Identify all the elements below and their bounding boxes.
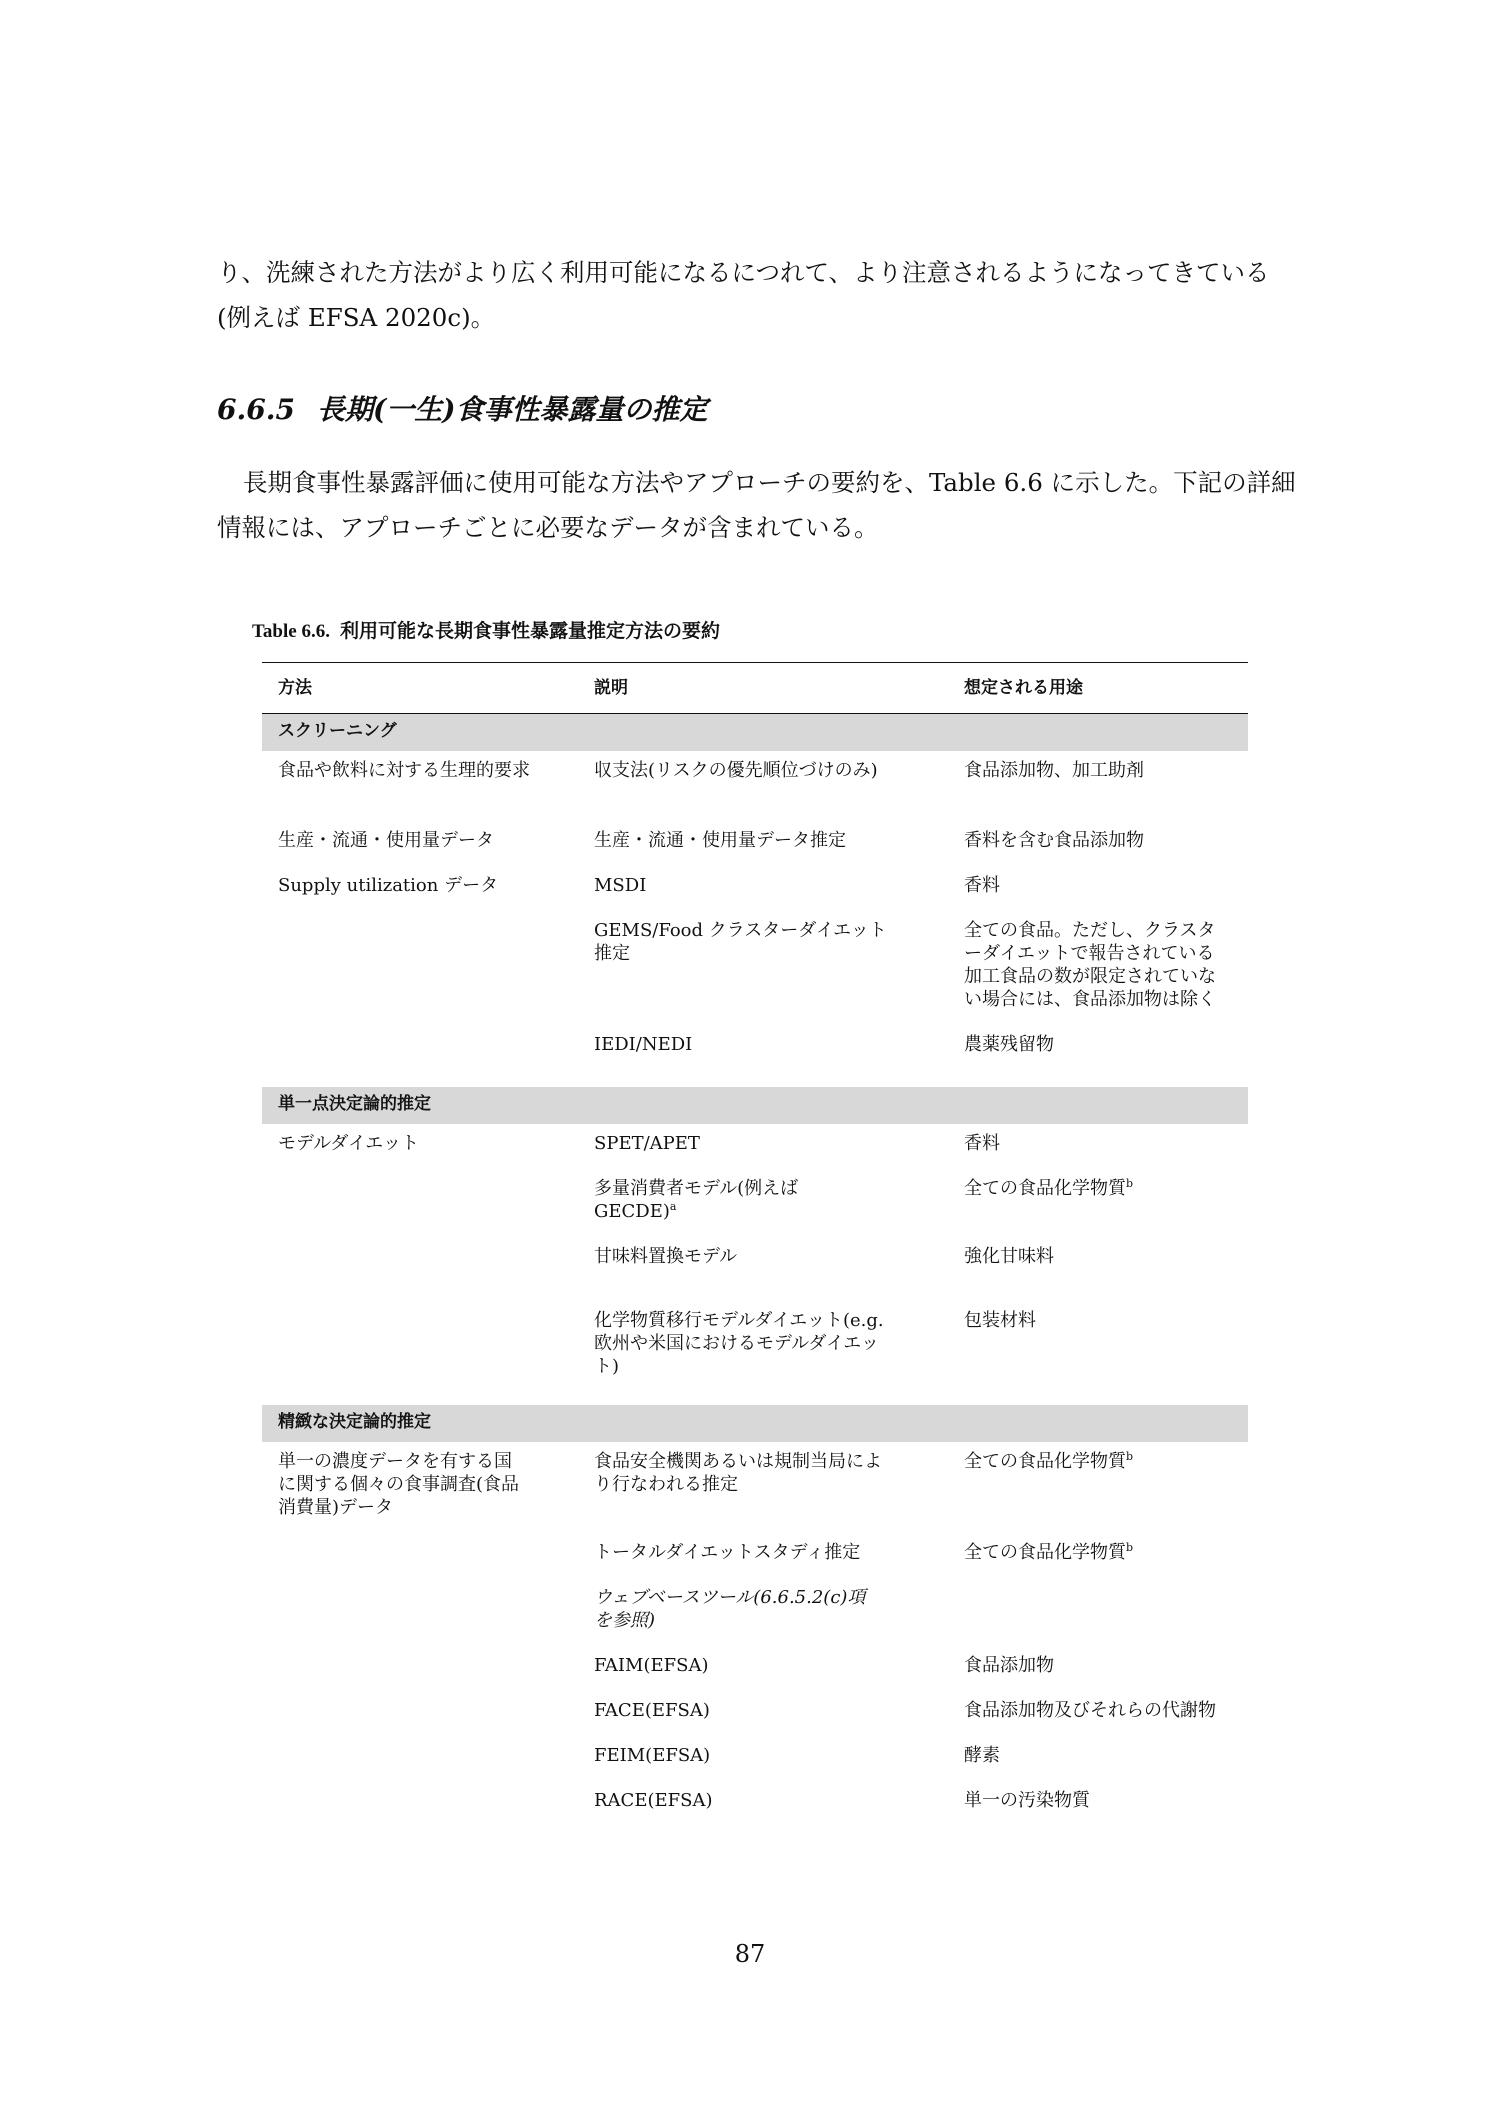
- table-caption: [252, 616, 720, 643]
- group-row-screening: [262, 714, 1248, 752]
- cell-use-text: 全ての食品化学物質: [964, 1542, 1126, 1563]
- table-caption-text: 利用可能な長期食事性暴露量推定方法の要約: [339, 620, 720, 642]
- cell-use: 香料を含む食品添加物: [964, 830, 1144, 851]
- cell-description: GEMS/Food クラスターダイエット推定: [594, 920, 887, 964]
- cell-description: MSDI: [594, 875, 647, 896]
- cell-method: 食品や飲料に対する生理的要求: [278, 760, 530, 781]
- paragraph-continuation: り、洗練された方法がより広く利用可能になるにつれて、より注意されるようになってきている(例えば EFSA 2020c)。: [217, 258, 1270, 332]
- cell-method: [262, 1169, 578, 1237]
- cell-method: 生産・流通・使用量データ: [278, 830, 494, 851]
- cell-method: Supply utilization データ: [278, 875, 499, 896]
- section-title: 長期(一生)食事性暴露量の推定: [316, 393, 708, 426]
- cell-method: [262, 1691, 578, 1736]
- cell-method: [262, 1646, 578, 1691]
- header-method: 方法: [262, 663, 578, 714]
- cell-use: [948, 1442, 1248, 1533]
- cell-description: [578, 1169, 948, 1237]
- cell-method: [262, 1533, 578, 1578]
- cell-description: ウェブベースツール(6.6.5.2(c)項を参照): [594, 1587, 866, 1631]
- cell-method: モデルダイエット: [278, 1133, 419, 1154]
- table-caption-prefix: Table 6.6.: [252, 621, 330, 642]
- table-row: [262, 1646, 1248, 1691]
- cell-method: [262, 1301, 578, 1405]
- group-label: 単一点決定論的推定: [262, 1087, 1248, 1124]
- footnote-mark-b: b: [1126, 1541, 1134, 1554]
- cell-description: FAIM(EFSA): [594, 1655, 709, 1676]
- table-row: [262, 1736, 1248, 1781]
- footnote-mark-b: b: [1126, 1450, 1134, 1463]
- table-header-row: [262, 663, 1248, 714]
- table-row: [262, 1169, 1248, 1237]
- cell-use: 強化甘味料: [964, 1246, 1054, 1267]
- group-row-refined: [262, 1405, 1248, 1442]
- cell-use: 単一の汚染物質: [964, 1790, 1090, 1811]
- cell-description: トータルダイエットスタディ推定: [594, 1542, 861, 1563]
- group-label: 精緻な決定論的推定: [262, 1405, 1248, 1442]
- footnote-mark-a: a: [669, 1200, 677, 1213]
- table-row: [262, 1533, 1248, 1578]
- cell-use: 香料: [964, 1133, 1000, 1154]
- methods-table: [262, 662, 1248, 1826]
- cell-use: 香料: [964, 875, 1000, 896]
- cell-description: 甘味料置換モデル: [594, 1246, 738, 1267]
- cell-method: 単一の濃度データを有する国に関する個々の食事調査(食品消費量)データ: [278, 1451, 520, 1518]
- cell-description: IEDI/NEDI: [594, 1034, 693, 1055]
- group-row-single-point: [262, 1087, 1248, 1124]
- cell-description: FEIM(EFSA): [594, 1745, 711, 1766]
- cell-use: 包装材料: [964, 1310, 1036, 1331]
- header-intended-use: 想定される用途: [948, 663, 1248, 714]
- cell-description: FACE(EFSA): [594, 1700, 710, 1721]
- footnote-mark-b: b: [1126, 1177, 1134, 1190]
- cell-method: [262, 1578, 578, 1646]
- table-row: [262, 1025, 1248, 1087]
- cell-use: 農薬残留物: [964, 1034, 1054, 1055]
- paragraph-intro: 長期食事性暴露評価に使用可能な方法やアプローチの要約を、Table 6.6 に示した。下記の詳細情報には、アプローチごとに必要なデータが含まれている。: [217, 468, 1296, 542]
- table-row: [262, 911, 1248, 1025]
- cell-use: 酵素: [964, 1745, 1000, 1766]
- table-row: [262, 1691, 1248, 1736]
- cell-use: 全ての食品。ただし、クラスターダイエットで報告されている加工食品の数が限定されていない場合には、食品添加物は除く: [964, 920, 1216, 1010]
- cell-description: SPET/APET: [594, 1133, 700, 1154]
- cell-description: 食品安全機関あるいは規制当局により行なわれる推定: [594, 1451, 882, 1495]
- table-row: [262, 1301, 1248, 1405]
- cell-description: 収支法(リスクの優先順位づけのみ): [594, 760, 878, 781]
- cell-description: 化学物質移行モデルダイエット(e.g.欧州や米国におけるモデルダイエット): [594, 1310, 884, 1377]
- section-heading: [217, 388, 707, 428]
- cell-use: 食品添加物: [964, 1655, 1054, 1676]
- cell-description: 生産・流通・使用量データ推定: [594, 830, 846, 851]
- cell-use-text: 全ての食品化学物質: [964, 1178, 1126, 1199]
- header-description: 説明: [578, 663, 948, 714]
- table-row: [262, 1237, 1248, 1301]
- cell-method: [262, 1237, 578, 1301]
- cell-method: [262, 1025, 578, 1087]
- cell-use-text: 全ての食品化学物質: [964, 1451, 1126, 1472]
- cell-description: RACE(EFSA): [594, 1790, 713, 1811]
- group-label: スクリーニング: [262, 714, 1248, 752]
- cell-use: 食品添加物、加工助剤: [964, 760, 1144, 781]
- table-row: [262, 1578, 1248, 1646]
- cell-use: 食品添加物及びそれらの代謝物: [964, 1700, 1216, 1721]
- section-number: 6.6.5: [217, 393, 295, 426]
- cell-description-text: 多量消費者モデル(例えば GECDE): [594, 1178, 799, 1222]
- cell-method: [262, 1781, 578, 1826]
- table-row: [262, 1124, 1248, 1169]
- table-row: [262, 866, 1248, 911]
- cell-method: [262, 1736, 578, 1781]
- cell-use: [948, 1533, 1248, 1578]
- page-number: 87: [734, 1940, 766, 1968]
- table-row: [262, 751, 1248, 821]
- cell-use: [948, 1169, 1248, 1237]
- table-row: [262, 1781, 1248, 1826]
- cell-use: [948, 1578, 1248, 1646]
- table-row: [262, 821, 1248, 866]
- cell-method: [262, 911, 578, 1025]
- table-row: [262, 1442, 1248, 1533]
